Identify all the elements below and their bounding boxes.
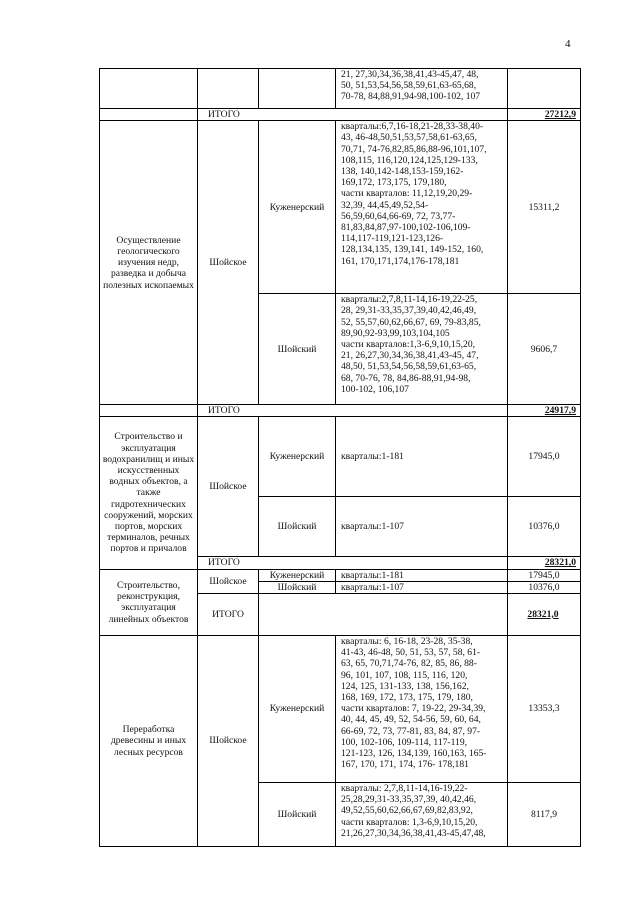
activity-type: Осуществление геологического изучения недр, разведка и добыча полезных ископаемых [100,121,198,405]
table-row [100,121,581,294]
area-value: 17945,0 [508,569,581,581]
area-value: 15311,2 [508,121,581,294]
total-value: 24917,9 [508,405,581,417]
forestry-name: Шойское [198,417,259,557]
table-row [100,69,581,109]
district-name: Шойский [259,294,336,405]
total-label: ИТОГО [198,557,508,569]
district-name: Куженерский [259,636,336,783]
forestry-name: Шойское [198,636,259,847]
total-value: 28321,0 [508,594,581,636]
district-name: Шойский [259,581,336,593]
activity-type: Переработка древесины и иных лесных ресурсов [100,636,198,847]
table-row [100,636,581,783]
area-value: 9606,7 [508,294,581,405]
quarters-cell: кварталы:6,7,16-18,21-28,33-38,40- 43, 46-48,50,51,53,57,58,61-63,65, 70,71, 74-76,82,85,86,88-96,101,107, 108,115, 116,120,124,125,129-133, 138, 140,142-148,153-159,162- 169,172, 173,175, 179,180, части кварталов: 11,12,19,20,29- 32,39, 44,45,49,52,54- 56,59,60,64,66-69, 72, 73,77- 81,83,84,87,97-100,102-106,109- 114,117-119,121-123,126- 128,134,135, 139,141, 149-152, 160, 161, 170,171,174,176-178,181 [336,121,508,294]
quarters-cell: кварталы: 2,7,8,11-14,16-19,22- 25,28,29,31-33,35,37,39, 40,42,46, 49,52,55,60,62,66,67,69,82,83,92, части кварталов: 1,3-6,9,10,15,20, 21,26,27,30,34,36,38,41,43-45,47,48, [336,783,508,847]
quarters-cell: кварталы: 6, 16-18, 23-28, 35-38, 41-43, 46-48, 50, 51, 53, 57, 58, 61- 63, 65, 70,71,74-76, 82, 85, 86, 88- 96, 101, 107, 108, 115, 116, 120, 124, 125, 131-133, 138, 156,162, 168, 169, 172, 173, 175, 179, 180, части кварталов: 7, 19-22, 29-34,39, 40, 44, 45, 49, 52, 54-56, 59, 60, 64, 66-69, 72, 73, 77-81, 83, 84, 87, 97- 100, 102-106, 109-114, 117-119, 121-123, 126, 134,139, 160,163, 165- 167, 170, 171, 174, 176- 178,181 [336,636,508,783]
district-name: Куженерский [259,121,336,294]
quarters-cell: кварталы:2,7,8,11-14,16-19,22-25, 28, 29,31-33,35,37,39,40,42,46,49, 52, 55,57,60,62,66,67, 69, 79-83,85, 89,90,92-93,99,103,104,105 части кварталов:1,3-6,9,10,15,20, 21, 26,27,30,34,36,38,41,43-45, 47, 48,50, 51,53,54,56,58,59,61,63-65, 68, 70-76, 78, 84,86-88,91,94-98, 100-102, 106,107 [336,294,508,405]
district-name: Шойский [259,783,336,847]
land-use-table [99,68,581,847]
area-value: 17945,0 [508,417,581,497]
activity-type: Строительство и эксплуатация водохранилищ и иных искусственных водных объектов, а также гидротехнических сооружений, морских портов, морских терминалов, речных портов и причалов [100,417,198,569]
quarters-cell: кварталы:1-181 [336,417,508,497]
forestry-name: Шойское [198,121,259,405]
total-label: ИТОГО [198,405,508,417]
total-value: 27212,9 [508,109,581,121]
quarters-cell: кварталы:1-107 [336,581,508,593]
table-row-total [100,405,581,417]
quarters-cell: 21, 27,30,34,36,38,41,43-45,47, 48, 50, 51,53,54,56,58,59,61,63-65,68, 70-78, 84,88,91,94-98,100-102, 107 [336,69,508,109]
table-row [100,569,581,581]
table-row-total [100,109,581,121]
total-value: 28321,0 [508,557,581,569]
activity-type: Строительство, реконструкция, эксплуатация линейных объектов [100,569,198,635]
area-value: 10376,0 [508,497,581,557]
total-label: ИТОГО [198,109,508,121]
area-value: 8117,9 [508,783,581,847]
table-row [100,417,581,497]
district-name: Куженерский [259,417,336,497]
total-label: ИТОГО [198,594,259,636]
page-number: 4 [565,38,571,50]
district-name: Куженерский [259,569,336,581]
district-name: Шойский [259,497,336,557]
quarters-cell: кварталы:1-107 [336,497,508,557]
area-value: 10376,0 [508,581,581,593]
forestry-name: Шойское [198,569,259,593]
area-value: 13353,3 [508,636,581,783]
quarters-cell: кварталы:1-181 [336,569,508,581]
